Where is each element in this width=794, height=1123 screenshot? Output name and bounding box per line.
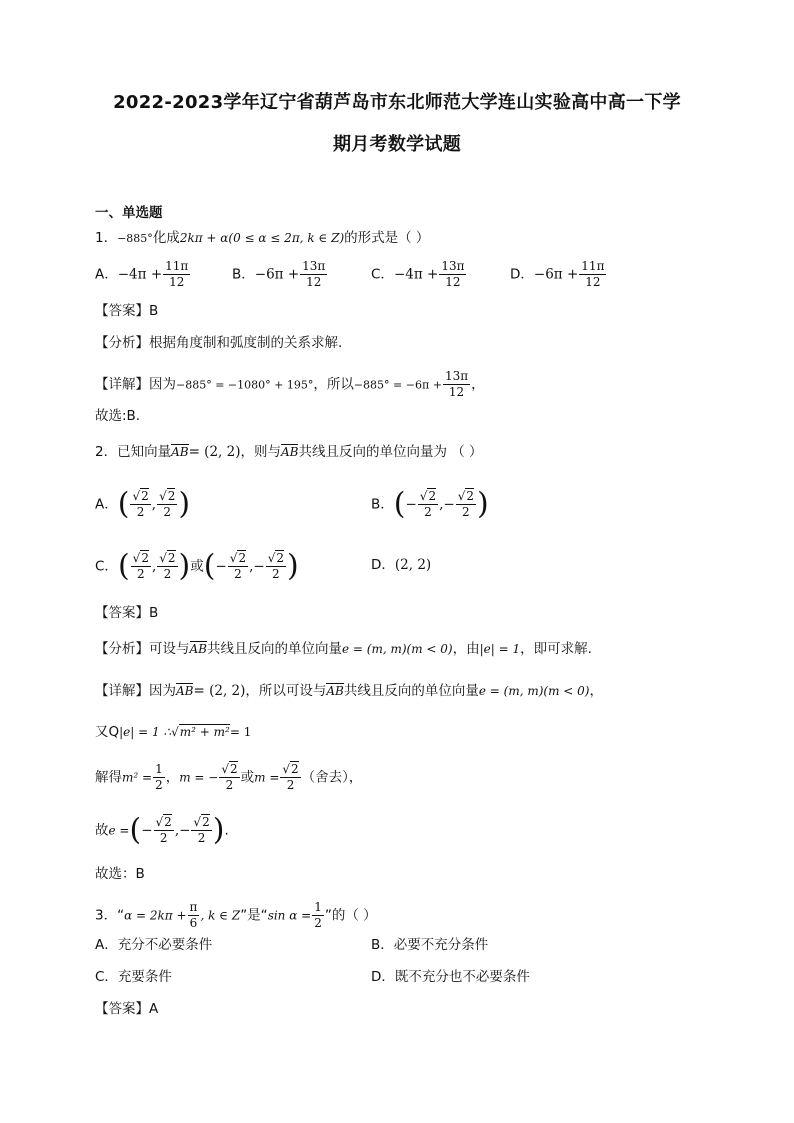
detail-text: 解得 [95, 769, 122, 786]
option-label: C． [95, 558, 118, 575]
q3-option-c: C．充要条件 [95, 969, 172, 985]
comma: , [174, 822, 180, 839]
denominator: 2 [155, 778, 163, 792]
radicand: 2 [238, 551, 247, 565]
q2-option-c [95, 548, 299, 584]
option-int: −4π + [117, 266, 163, 283]
fraction [579, 259, 606, 290]
numerator: 11π [581, 259, 605, 273]
radicand: 2 [164, 815, 172, 829]
fraction [443, 369, 470, 400]
q3-option-b: B．必要不充分条件 [371, 937, 489, 953]
numerator: √2 [132, 551, 149, 565]
paren: ) [178, 486, 191, 522]
detail-text: （舍去）， [301, 769, 363, 786]
comma: , [439, 496, 444, 513]
q3-text: ”是“ [240, 907, 268, 924]
paren: ) [477, 486, 489, 522]
q1-form: 2kπ + α(0 ≤ α ≤ 2π, k ∈ Z) [179, 231, 345, 245]
fraction [219, 762, 239, 793]
numerator: √2 [282, 762, 299, 776]
numerator: √2 [132, 489, 149, 503]
minus: − [141, 822, 153, 839]
section-heading: 一、单选题 [95, 205, 163, 221]
option-label: D． [371, 557, 395, 573]
fraction [300, 259, 327, 290]
detail-math: e = [108, 823, 130, 838]
q1-stem [95, 228, 429, 249]
detail-text: 或 [240, 769, 255, 786]
fraction [456, 489, 476, 520]
q1-option-d [510, 259, 607, 290]
numerator: √2 [221, 762, 238, 776]
denominator: 12 [585, 275, 601, 289]
doc-title-line2: 期月考数学试题 [332, 134, 462, 155]
detail-math: m = [254, 770, 280, 785]
denominator: 2 [314, 916, 322, 930]
paren: ) [287, 548, 299, 584]
analysis-math: |e| = 1 [479, 642, 521, 656]
q1-option-c [371, 259, 467, 290]
detail-math: = (2, 2) [193, 683, 246, 699]
q2-answer [95, 603, 158, 623]
fraction [228, 551, 248, 582]
analysis-text: 根据角度制和弧度制的关系求解. [149, 335, 343, 351]
q3-option-d: D．既不充分也不必要条件 [371, 969, 530, 985]
minus: − [179, 822, 191, 839]
q2-option-b [371, 486, 489, 522]
denominator: 2 [159, 831, 168, 845]
option-label: A． [95, 496, 118, 513]
radicand: 2 [466, 489, 474, 503]
q1-option-b [232, 259, 328, 290]
paren: ( [117, 486, 130, 522]
fraction [153, 762, 165, 793]
q3-math: sin α = [267, 908, 312, 923]
paren: ( [393, 486, 406, 522]
vector-ab: AB [171, 445, 189, 459]
fraction [188, 900, 200, 931]
detail-text: 又Q [95, 724, 120, 740]
numerator: √2 [155, 815, 172, 829]
denominator: 2 [197, 831, 206, 845]
detail-text: . [224, 822, 229, 839]
denominator: 2 [286, 778, 295, 792]
q3-stem [95, 900, 377, 931]
detail-text: ，所以 [313, 376, 354, 393]
option-label: A． [95, 266, 118, 283]
fraction [131, 551, 151, 582]
comma: , [151, 496, 157, 513]
q2-solve [95, 762, 362, 793]
denominator: 2 [234, 567, 242, 581]
analysis-text: ，即可求解. [520, 641, 592, 657]
numerator: √2 [193, 815, 210, 829]
analysis-tag: 【分析】 [95, 641, 149, 657]
analysis-text: ，由 [452, 641, 480, 657]
minus: − [215, 558, 227, 575]
q2-analysis [95, 639, 592, 659]
denominator: 2 [462, 505, 470, 519]
numerator: 11π [165, 259, 189, 273]
fraction [312, 900, 324, 931]
denominator: 12 [448, 385, 465, 399]
fraction [418, 489, 438, 520]
numerator: √2 [159, 551, 176, 565]
paren: ( [203, 548, 216, 584]
q3-answer [95, 999, 158, 1019]
radicand: 2 [167, 489, 176, 503]
vector-ab: AB [280, 445, 299, 459]
numerator: 1 [155, 762, 163, 776]
vector-ab: AB [326, 684, 344, 698]
detail-tag: 【详解】 [95, 683, 149, 699]
fraction [439, 259, 466, 290]
fraction [266, 551, 286, 582]
detail-math: −885° = −6π + [353, 378, 442, 392]
denominator: 2 [136, 505, 145, 519]
option-label: B． [232, 266, 255, 283]
radicand: 2 [141, 489, 149, 503]
denominator: 2 [163, 567, 172, 581]
detail-math: e = (m, m)(m < 0) [478, 684, 590, 698]
q1-text: 化成 [152, 230, 180, 246]
numerator: √2 [419, 489, 437, 503]
doc-title-line1: 2022-2023学年辽宁省葫芦岛市东北师范大学连山实验高中高一下学 [113, 92, 681, 113]
q1-number: 1． [95, 230, 118, 246]
radicand: 2 [291, 762, 299, 776]
detail-math: −885° = −1080° + 195° [176, 378, 314, 392]
option-label: C． [371, 266, 394, 283]
comma: , [249, 558, 254, 575]
paren: ( [129, 812, 142, 848]
q3-math: , k ∈ Z [200, 908, 241, 923]
detail-math: m = − [179, 770, 219, 785]
fraction [280, 762, 300, 793]
answer-value: A [149, 1001, 159, 1017]
q2-also [95, 722, 251, 742]
q1-choose: 故选:B. [95, 408, 141, 424]
minus: − [405, 496, 417, 513]
denominator: 2 [163, 505, 172, 519]
numerator: √2 [267, 551, 284, 565]
comma: , [151, 558, 157, 575]
q2-text: 2．已知向量 [95, 444, 172, 460]
detail-text: 故 [95, 822, 109, 839]
answer-tag: 【答案】 [95, 1001, 149, 1017]
q2-vec-value: = (2, 2) [188, 444, 241, 460]
q1-detail [95, 369, 485, 400]
option-value: (2, 2) [394, 557, 432, 573]
radicand: m² + m² [179, 725, 230, 739]
numerator: π [189, 900, 198, 914]
q2-text: ，则与 [240, 444, 281, 460]
denominator: 2 [136, 567, 145, 581]
fraction [157, 551, 177, 582]
detail-text: ， [589, 683, 603, 699]
radicand: 2 [229, 762, 238, 776]
minus: − [443, 496, 455, 513]
vector-ab: AB [189, 642, 207, 656]
detail-tag: 【详解】 [95, 376, 149, 393]
paren: ) [178, 548, 191, 584]
detail-math: m² = [122, 770, 153, 785]
q1-text-end: 的形式是（ ） [344, 230, 430, 246]
detail-text: 因为 [149, 376, 176, 393]
sqrt-sign: √ [171, 725, 179, 739]
radicand: 2 [167, 551, 176, 565]
q2-option-a [95, 486, 191, 522]
analysis-math: e = (m, m)(m < 0) [341, 642, 453, 656]
detail-math: = 1 [229, 725, 252, 739]
radicand: 2 [141, 551, 149, 565]
q3-text: ”的（ ） [324, 907, 377, 924]
numerator: 13π [444, 369, 469, 383]
q3-text: 3．“ [95, 907, 125, 924]
q3-math: α = 2kπ + [124, 908, 187, 923]
analysis-text: 可设与 [149, 641, 190, 657]
option-int: −6π + [254, 266, 300, 283]
numerator: 1 [314, 900, 322, 914]
denominator: 2 [225, 778, 234, 792]
radicand: 2 [276, 551, 284, 565]
detail-text: ，所以可设与 [245, 683, 327, 699]
detail-text: 因为 [149, 683, 176, 699]
denominator: 12 [169, 275, 185, 289]
answer-value: B [149, 605, 159, 621]
minus: − [253, 558, 265, 575]
analysis-text: 共线且反向的单位向量 [206, 641, 342, 657]
radicand: 2 [202, 815, 210, 829]
q1-option-a [95, 259, 191, 290]
fraction [191, 815, 211, 846]
q1-angle: −885° [117, 232, 153, 245]
or-text: 或 [190, 558, 204, 575]
denominator: 2 [424, 505, 432, 519]
denominator: 6 [189, 916, 198, 930]
answer-value: B [149, 303, 159, 319]
option-label: D． [510, 266, 534, 283]
q2-stem [95, 442, 483, 462]
answer-tag: 【答案】 [95, 303, 149, 319]
numerator: √2 [159, 489, 176, 503]
numerator: 13π [441, 259, 465, 273]
answer-tag: 【答案】 [95, 605, 149, 621]
q2-so [95, 812, 229, 848]
fraction [130, 489, 150, 520]
detail-math: |e| = 1 ∴ [119, 725, 172, 739]
q2-text: 共线且反向的单位向量为 （ ） [298, 444, 483, 460]
numerator: 13π [302, 259, 326, 273]
detail-text: ， [165, 769, 180, 786]
option-int: −4π + [393, 266, 439, 283]
option-int: −6π + [533, 266, 579, 283]
fraction [157, 489, 177, 520]
q2-choose: 故选：B [95, 866, 145, 882]
q2-detail [95, 681, 603, 701]
denominator: 12 [306, 275, 322, 289]
radicand: 2 [428, 489, 437, 503]
paren: ) [212, 812, 225, 848]
option-label: B． [371, 496, 394, 513]
denominator: 2 [272, 567, 280, 581]
numerator: √2 [229, 551, 247, 565]
numerator: √2 [457, 489, 474, 503]
fraction [154, 815, 174, 846]
detail-text: 共线且反向的单位向量 [343, 683, 479, 699]
q1-analysis [95, 333, 342, 353]
paren: ( [117, 548, 130, 584]
q1-answer [95, 301, 158, 321]
denominator: 12 [445, 275, 461, 289]
detail-text: ， [471, 376, 485, 393]
fraction [163, 259, 190, 290]
q2-option-d [371, 555, 431, 575]
vector-ab: AB [176, 684, 194, 698]
analysis-tag: 【分析】 [95, 335, 149, 351]
q3-option-a: A．充分不必要条件 [95, 937, 213, 953]
